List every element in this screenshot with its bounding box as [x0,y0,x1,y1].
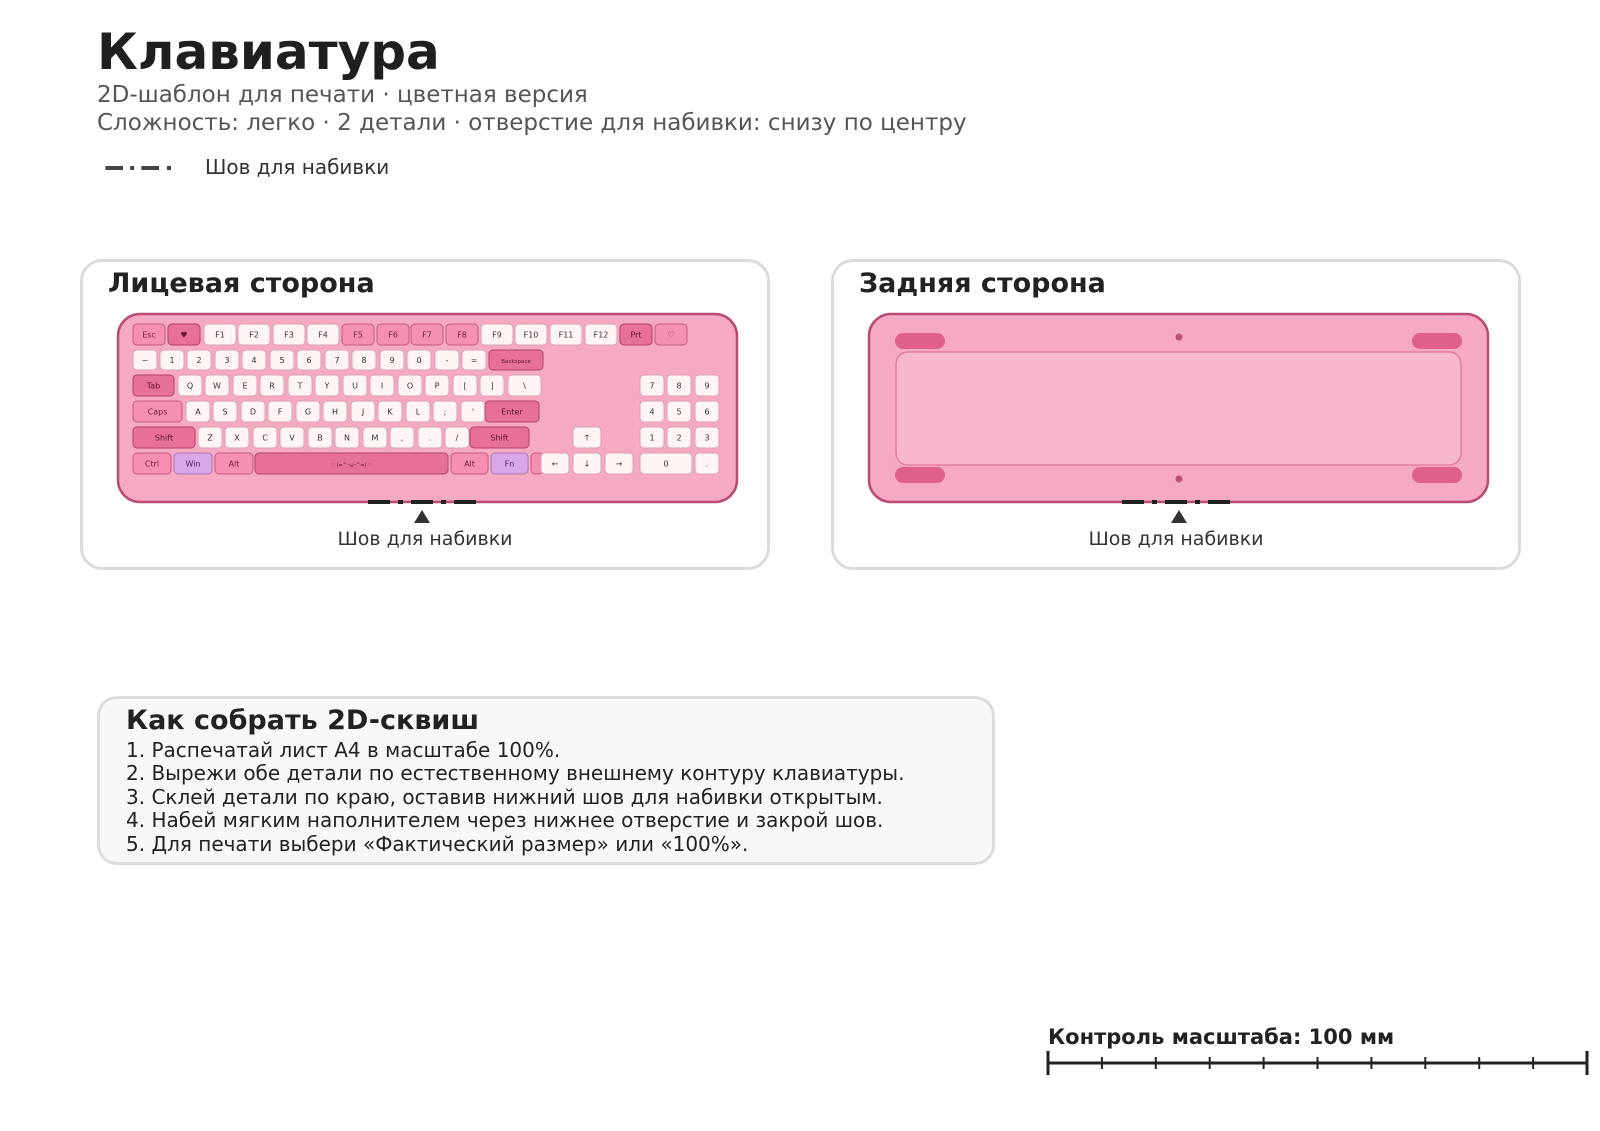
key [585,324,617,345]
key-label: Tab [146,381,161,391]
screw-dot [1176,334,1183,341]
key-label: Win [185,459,201,469]
key-label: Y [324,381,330,391]
back-inner-panel [896,352,1461,465]
key-label: 4 [251,356,257,365]
key-label: F2 [249,330,259,340]
key-label: B [317,433,323,443]
key [133,427,195,448]
key-label: 3 [224,356,230,365]
up-triangle-icon [1171,510,1187,523]
key [605,453,633,474]
key [270,350,294,370]
key [186,401,210,422]
key-label: F6 [388,330,398,340]
key [160,350,184,370]
keyboard-back-drawing [834,262,1524,532]
key-label: = [470,356,478,365]
key-label: 8 [361,356,367,365]
key [268,401,292,422]
key-label: / [455,433,459,443]
key [133,350,157,370]
key [215,350,239,370]
key-label: P [434,381,440,391]
rubber-foot [895,333,945,349]
key-label: F12 [593,330,609,340]
key [288,375,312,396]
key [325,350,349,370]
key-label: 2 [196,356,202,365]
key-label: K [387,407,393,417]
keyboard-front-drawing [83,262,773,532]
key [198,427,222,448]
key-label: ] [490,381,494,391]
key-label: \ [523,381,526,391]
rubber-foot [895,467,945,483]
key-label: ♥ [180,330,188,340]
rubber-foot [1412,333,1462,349]
key [435,350,459,370]
key-label: 1 [649,433,655,443]
key [187,350,211,370]
key-label: L [415,407,421,417]
seam-legend-label: Шов для набивки [205,155,390,179]
key-label: N [344,433,350,443]
key-label: Shift [490,433,509,443]
key [343,375,367,396]
howto-box [97,696,995,865]
key [363,427,387,448]
key-label: ' [471,407,475,417]
key [620,324,652,345]
key [446,324,478,345]
subtitle-details: Сложность: легко · 2 детали · отверстие для набивки: снизу по центру [97,110,967,136]
key [297,350,321,370]
key [280,427,304,448]
key [489,350,543,370]
key-label: F5 [353,330,363,340]
key [515,324,547,345]
howto-step: 1. Распечатай лист А4 в масштабе 100%. [126,738,561,762]
key [462,350,486,370]
screw-dot [1176,476,1183,483]
front-seam-mark [368,500,476,504]
key-label: I [380,381,384,391]
key [550,324,582,345]
key-label: , [400,433,404,443]
key [573,427,601,448]
key [418,427,442,448]
key-label: 9 [704,381,710,391]
key-label: ~ [141,356,149,365]
howto-step: 2. Вырежи обе детали по естественному внешнему контуру клавиатуры. [126,761,905,786]
key [433,401,457,422]
key-label: Esc [142,330,156,340]
key [352,350,376,370]
key [253,427,277,448]
key-label: 6 [704,407,710,417]
key [315,375,339,396]
key [695,375,719,396]
key-label: Q [186,381,194,391]
howto-title: Как собрать 2D-сквиш [126,705,480,736]
key [242,350,266,370]
front-panel [80,259,770,570]
key-label: Shift [154,433,174,443]
key [573,453,601,474]
key-label: O [406,381,414,391]
key [407,350,431,370]
key-label: Alt [464,459,475,469]
key [695,427,719,448]
key-label: F8 [457,330,467,340]
key-label: ♡ [667,330,675,340]
key-label: → [615,459,623,469]
key [390,427,414,448]
scale-label: Контроль масштаба: 100 мм [1048,1025,1395,1049]
key-label: Caps [147,407,168,417]
key-label: F10 [523,330,539,340]
key [695,401,719,422]
key-label: ← [551,459,559,469]
howto-step: 3. Склей детали по краю, оставив нижний шов для набивки открытым. [126,784,883,809]
key [640,453,692,474]
key-label: 8 [676,381,682,391]
key [273,324,305,345]
key-label: Fn [504,459,515,469]
key [205,375,229,396]
key-label: F9 [492,330,502,340]
howto-step: 4. Набей мягким наполнителем через нижнее отверстие и закрой шов. [126,808,884,833]
key-label: T [297,381,303,391]
key-label: Prt [630,330,642,340]
key [233,375,257,396]
front-seam-caption: Шов для набивки [337,528,513,550]
subtitle-format: 2D-шаблон для печати · цветная версия [97,82,588,108]
key [667,427,691,448]
howto-steps [126,739,904,856]
key-label: X [234,433,240,443]
key-label: 1 [169,356,175,365]
key [470,427,529,448]
key [307,324,339,345]
key [461,401,485,422]
key [398,375,422,396]
key-label: D [249,407,257,417]
key-label: F11 [558,330,574,340]
key [204,324,236,345]
key-label: E [242,381,248,391]
key [380,350,404,370]
key [667,401,691,422]
key-label: M [371,433,379,443]
scale-ruler [1040,1048,1595,1078]
key-label: [ [463,381,467,391]
key [213,401,237,422]
key-label: 4 [649,407,655,417]
key [260,375,284,396]
key [655,324,687,345]
key-label: Z [207,433,213,443]
key [453,375,477,396]
key [323,401,347,422]
key-label: ↓ [583,459,591,469]
key-label: S [222,407,228,417]
key-label: 2 [676,433,682,443]
key-label: ; [443,407,447,417]
key-label: 0 [416,356,422,365]
key [445,427,469,448]
key-label: F4 [318,330,328,340]
key-label: F [277,407,283,417]
key-label: ↑ [583,433,591,443]
key [451,453,488,474]
key-label: 9 [389,356,395,365]
key [241,401,265,422]
page-title: Клавиатура [97,23,440,81]
key-label: ♡ (=^･ω･^=) ♡ [330,462,373,469]
key [640,401,664,422]
key [168,324,200,345]
front-panel-title: Лицевая сторона [108,268,375,299]
key-label: R [269,381,275,391]
key-label: F3 [284,330,294,340]
key-label: U [352,381,358,391]
key [133,453,171,474]
back-panel-title: Задняя сторона [859,268,1106,299]
key [406,401,430,422]
key [695,453,719,474]
key [174,453,212,474]
key [133,324,165,345]
key-label: - [445,356,449,365]
key-label: 0 [663,459,669,469]
key-label: A [195,407,201,417]
key [480,375,504,396]
key [370,375,394,396]
key [491,453,528,474]
key [238,324,270,345]
key-label: 5 [279,356,285,365]
key [225,427,249,448]
key [296,401,320,422]
key-label: C [262,433,268,443]
key-label: Alt [228,459,240,469]
key-label: H [331,407,339,417]
key-label: V [289,433,295,443]
key [133,401,182,422]
key-label: Backspace [501,359,531,365]
key [541,453,569,474]
key [308,427,332,448]
key-label: Ctrl [144,459,160,469]
key [215,453,253,474]
key-label: 7 [334,356,340,365]
key-label: 7 [649,381,655,391]
howto-step: 5. Для печати выбери «Фактический размер» или «100%». [126,831,749,856]
back-seam-mark [1122,500,1230,504]
key [411,324,443,345]
key [508,375,541,396]
key-label: W [213,381,221,391]
key [133,375,174,396]
key-label: 5 [676,407,682,417]
key [178,375,202,396]
key-label: F7 [422,330,432,340]
up-triangle-icon [414,510,430,523]
rubber-foot [1412,467,1462,483]
key [351,401,375,422]
key [640,427,664,448]
key [640,375,664,396]
key-label: . [705,459,709,469]
key [425,375,449,396]
key-label: . [428,433,432,443]
key [667,375,691,396]
key-label: Enter [501,407,523,417]
key [255,453,448,474]
key-label: G [304,407,312,417]
key-label: J [361,407,365,417]
key-label: 3 [704,433,710,443]
key [481,324,513,345]
key-label: 6 [306,356,312,365]
seam-legend-line [97,166,181,170]
key [485,401,539,422]
key-label: F1 [215,330,225,340]
key [342,324,374,345]
key [378,401,402,422]
back-panel [831,259,1521,570]
back-seam-caption: Шов для набивки [1088,528,1264,550]
key [377,324,409,345]
key [335,427,359,448]
